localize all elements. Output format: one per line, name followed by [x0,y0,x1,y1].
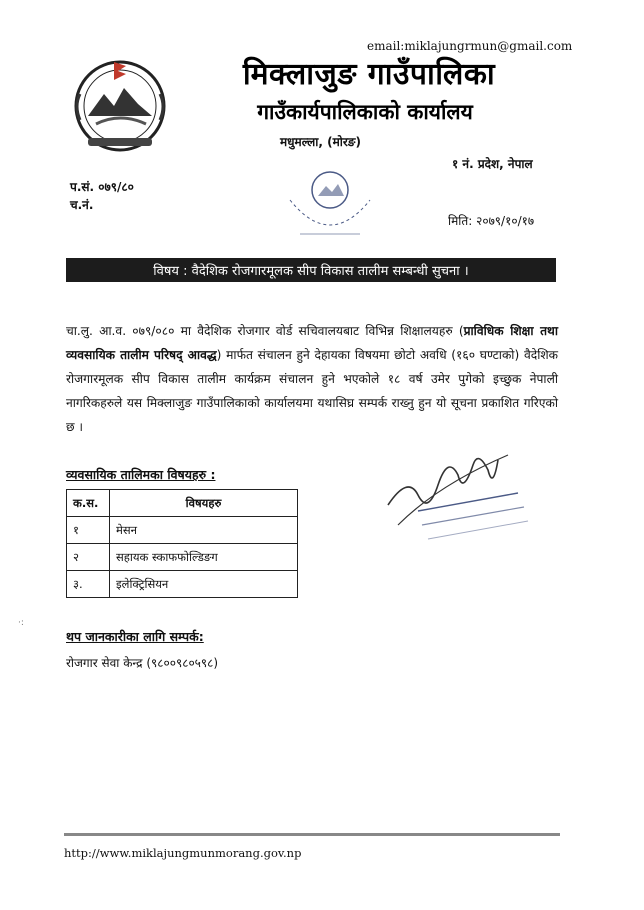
subject-text: विषय : वैदेशिक रोजगारमूलक सीप विकास तालीम सम्बन्धी सुचना । [153,264,469,279]
table-header-row [67,490,298,517]
row-subject: सहायक स्काफफोल्डिङग [110,544,298,571]
row-sn: १ [67,517,110,544]
table-row [67,544,298,571]
table-row [67,517,298,544]
municipality-emblem-icon [66,54,174,154]
margin-mark: ·: [18,618,24,628]
notice-body [66,319,558,439]
contact-heading: थप जानकारीका लागि सम्पर्क: [66,629,204,644]
office-stamp-icon [280,160,380,245]
footer-divider [64,833,560,836]
subjects-table [66,489,298,598]
reference-number: प.सं. ०७९/८० [70,180,134,194]
signature-stamp-icon [378,445,538,555]
table-row [67,571,298,598]
website-link[interactable]: http://www.miklajungmunmorang.gov.np [64,846,302,860]
body-text-part1: चा.लु. आ.व. ०७९/०८० मा वैदेशिक रोजगार वोर्ड सचिवालयबाट विभिन्न शिक्षालयहरु ( [66,324,464,338]
body-text-part2: ) मार्फत संचालन हुने देहायका विषयमा छोटो अवधि (१६० घण्टाको) वैदेशिक रोजगारमूलक सीप विकास तालीम कार्यक्रम संचालन हुने भएकोले १८ वर्ष उमेर पुगेको इच्छुक नेपाली नागरिकहरुले यस मिक्लाजुङ गाउँपालिकाको कार्यालयमा यथासिघ्र सम्पर्क राख्नु हुन यो सूचना प्रकाशित गरिएको छ । [66,348,558,434]
row-sn: २ [67,544,110,571]
column-header-sn: क.स. [67,490,110,517]
province-label: १ नं. प्रदेश, नेपाल [452,157,533,171]
office-name: गाउँकार्यपालिकाको कार्यालय [257,100,473,124]
row-subject: इलेक्ट्रिसियन [110,571,298,598]
row-subject: मेसन [110,517,298,544]
row-sn: ३. [67,571,110,598]
office-address: मधुमल्ला, (मोरङ) [280,135,361,149]
dispatch-number: च.नं. [70,198,94,212]
body-text-bold: प्राविधिक शिक्षा तथा व्यवसायिक तालीम परिषद् आवद्ध [66,324,558,362]
letter-date: मिति: २०७९/१०/१७ [448,214,535,228]
subject-banner [66,258,556,282]
municipality-name: मिक्लाजुङ गाउँपालिका [242,57,496,92]
email-address: email:miklajungrmun@gmail.com [367,39,573,53]
column-header-subject: विषयहरु [110,490,298,517]
contact-info: रोजगार सेवा केन्द्र (९८००९८०५९८) [66,656,219,670]
subjects-heading: व्यवसायिक तालिमका विषयहरु : [66,467,216,482]
